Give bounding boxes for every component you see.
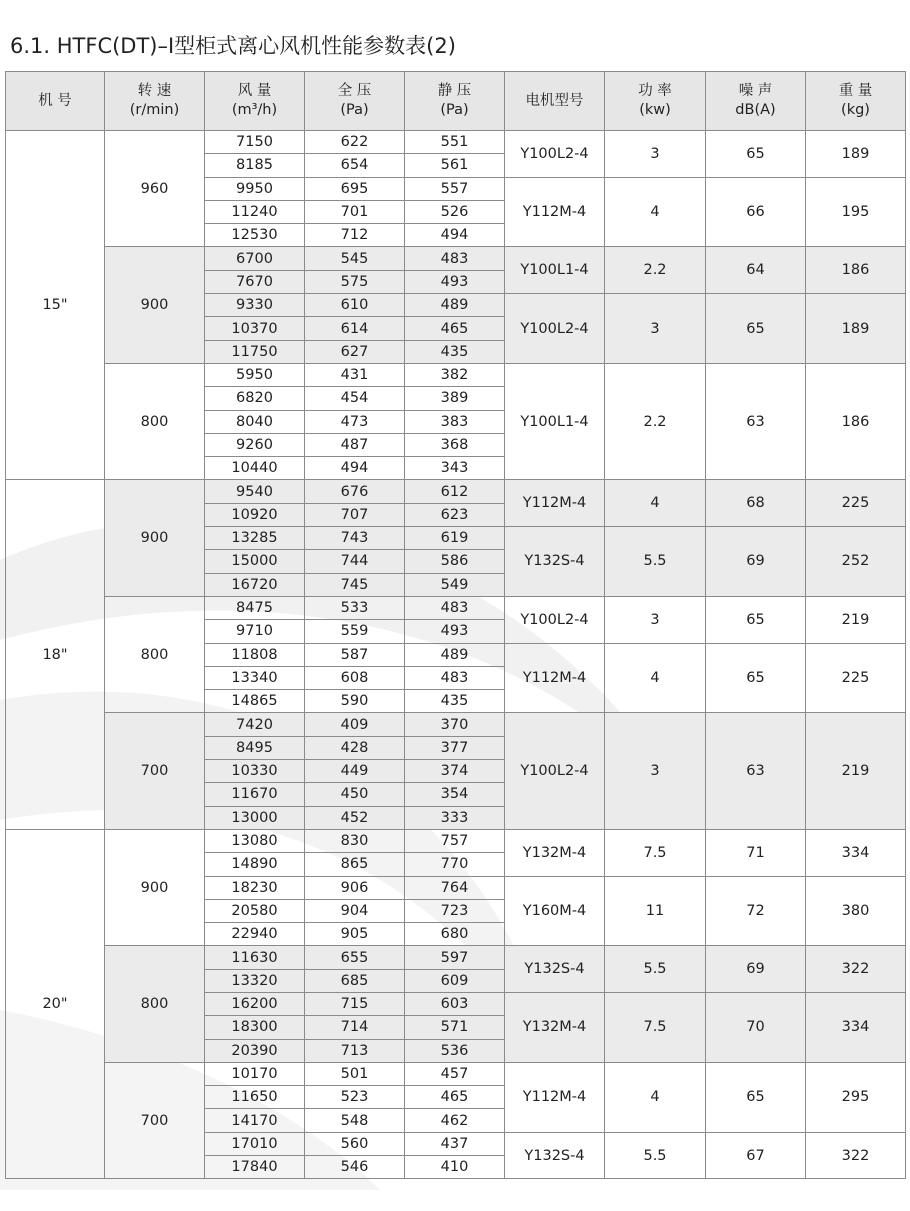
- table-row: [6, 596, 906, 619]
- total-pressure-cell: 745: [305, 573, 405, 596]
- noise-cell: 64: [706, 247, 806, 294]
- airflow-cell: 7420: [205, 713, 305, 736]
- noise-cell: 65: [706, 596, 806, 643]
- static-pressure-cell: 370: [405, 713, 505, 736]
- static-pressure-cell: 483: [405, 666, 505, 689]
- static-pressure-cell: 489: [405, 294, 505, 317]
- total-pressure-cell: 712: [305, 224, 405, 247]
- motor-cell: Y112M-4: [505, 480, 605, 527]
- speed-cell: 800: [105, 596, 205, 712]
- airflow-cell: 13340: [205, 666, 305, 689]
- static-pressure-cell: 383: [405, 410, 505, 433]
- airflow-cell: 11808: [205, 643, 305, 666]
- airflow-cell: 7670: [205, 270, 305, 293]
- total-pressure-cell: 905: [305, 923, 405, 946]
- power-cell: 2.2: [605, 247, 706, 294]
- static-pressure-cell: 435: [405, 690, 505, 713]
- speed-cell: 700: [105, 713, 205, 829]
- total-pressure-cell: 655: [305, 946, 405, 969]
- total-pressure-cell: 676: [305, 480, 405, 503]
- motor-cell: Y100L1-4: [505, 247, 605, 294]
- total-pressure-cell: 906: [305, 876, 405, 899]
- motor-cell: Y132S-4: [505, 1132, 605, 1179]
- total-pressure-cell: 494: [305, 457, 405, 480]
- total-pressure-cell: 830: [305, 829, 405, 852]
- speed-cell: 960: [105, 131, 205, 247]
- static-pressure-cell: 462: [405, 1109, 505, 1132]
- static-pressure-cell: 536: [405, 1039, 505, 1062]
- speed-cell: 800: [105, 363, 205, 479]
- page-title: 6.1. HTFC(DT)–Ⅰ型柜式离心风机性能参数表(2): [10, 34, 456, 58]
- total-pressure-cell: 610: [305, 294, 405, 317]
- noise-cell: 65: [706, 294, 806, 364]
- power-cell: 7.5: [605, 829, 706, 876]
- noise-cell: 66: [706, 177, 806, 247]
- speed-cell: 800: [105, 946, 205, 1062]
- power-cell: 4: [605, 480, 706, 527]
- static-pressure-cell: 368: [405, 433, 505, 456]
- airflow-cell: 10170: [205, 1062, 305, 1085]
- airflow-cell: 6820: [205, 387, 305, 410]
- noise-cell: 63: [706, 713, 806, 829]
- motor-cell: Y100L1-4: [505, 363, 605, 479]
- power-cell: 5.5: [605, 946, 706, 993]
- speed-cell: 900: [105, 247, 205, 363]
- speed-cell: 900: [105, 829, 205, 945]
- airflow-cell: 7150: [205, 131, 305, 154]
- static-pressure-cell: 586: [405, 550, 505, 573]
- static-pressure-cell: 623: [405, 503, 505, 526]
- static-pressure-cell: 483: [405, 247, 505, 270]
- noise-cell: 70: [706, 992, 806, 1062]
- weight-cell: 252: [806, 527, 906, 597]
- total-pressure-cell: 715: [305, 992, 405, 1015]
- total-pressure-cell: 501: [305, 1062, 405, 1085]
- airflow-cell: 16200: [205, 992, 305, 1015]
- static-pressure-cell: 343: [405, 457, 505, 480]
- noise-cell: 65: [706, 131, 806, 178]
- airflow-cell: 17840: [205, 1156, 305, 1179]
- airflow-cell: 8495: [205, 736, 305, 759]
- weight-cell: 380: [806, 876, 906, 946]
- airflow-cell: 9540: [205, 480, 305, 503]
- airflow-cell: 10370: [205, 317, 305, 340]
- total-pressure-cell: 587: [305, 643, 405, 666]
- total-pressure-cell: 450: [305, 783, 405, 806]
- airflow-cell: 5950: [205, 363, 305, 386]
- weight-cell: 322: [806, 946, 906, 993]
- total-pressure-cell: 714: [305, 1016, 405, 1039]
- total-pressure-cell: 744: [305, 550, 405, 573]
- total-pressure-cell: 533: [305, 596, 405, 619]
- noise-cell: 72: [706, 876, 806, 946]
- total-pressure-cell: 685: [305, 969, 405, 992]
- total-pressure-cell: 695: [305, 177, 405, 200]
- header-weight: 重 量 (kg): [806, 72, 906, 131]
- airflow-cell: 8040: [205, 410, 305, 433]
- table-row: [6, 247, 906, 270]
- static-pressure-cell: 549: [405, 573, 505, 596]
- weight-cell: 295: [806, 1062, 906, 1132]
- header-speed: 转 速 (r/min): [105, 72, 205, 131]
- airflow-cell: 13000: [205, 806, 305, 829]
- motor-cell: Y112M-4: [505, 177, 605, 247]
- motor-cell: Y132M-4: [505, 992, 605, 1062]
- total-pressure-cell: 608: [305, 666, 405, 689]
- motor-cell: Y132S-4: [505, 946, 605, 993]
- total-pressure-cell: 523: [305, 1086, 405, 1109]
- power-cell: 2.2: [605, 363, 706, 479]
- noise-cell: 69: [706, 946, 806, 993]
- weight-cell: 186: [806, 247, 906, 294]
- airflow-cell: 9950: [205, 177, 305, 200]
- header-total-pressure: 全 压 (Pa): [305, 72, 405, 131]
- motor-cell: Y100L2-4: [505, 131, 605, 178]
- total-pressure-cell: 431: [305, 363, 405, 386]
- header-airflow: 风 量 (m³/h): [205, 72, 305, 131]
- speed-cell: 900: [105, 480, 205, 596]
- static-pressure-cell: 597: [405, 946, 505, 969]
- airflow-cell: 14890: [205, 853, 305, 876]
- total-pressure-cell: 449: [305, 760, 405, 783]
- total-pressure-cell: 622: [305, 131, 405, 154]
- noise-cell: 67: [706, 1132, 806, 1179]
- power-cell: 3: [605, 596, 706, 643]
- airflow-cell: 14865: [205, 690, 305, 713]
- total-pressure-cell: 545: [305, 247, 405, 270]
- total-pressure-cell: 904: [305, 899, 405, 922]
- airflow-cell: 11240: [205, 200, 305, 223]
- power-cell: 5.5: [605, 527, 706, 597]
- motor-cell: Y100L2-4: [505, 294, 605, 364]
- airflow-cell: 13320: [205, 969, 305, 992]
- airflow-cell: 8185: [205, 154, 305, 177]
- total-pressure-cell: 487: [305, 433, 405, 456]
- weight-cell: 334: [806, 829, 906, 876]
- total-pressure-cell: 559: [305, 620, 405, 643]
- total-pressure-cell: 614: [305, 317, 405, 340]
- airflow-cell: 10920: [205, 503, 305, 526]
- power-cell: 4: [605, 177, 706, 247]
- static-pressure-cell: 764: [405, 876, 505, 899]
- total-pressure-cell: 701: [305, 200, 405, 223]
- airflow-cell: 8475: [205, 596, 305, 619]
- motor-cell: Y132S-4: [505, 527, 605, 597]
- airflow-cell: 22940: [205, 923, 305, 946]
- noise-cell: 65: [706, 1062, 806, 1132]
- airflow-cell: 16720: [205, 573, 305, 596]
- airflow-cell: 9710: [205, 620, 305, 643]
- power-cell: 4: [605, 1062, 706, 1132]
- weight-cell: 195: [806, 177, 906, 247]
- total-pressure-cell: 548: [305, 1109, 405, 1132]
- motor-cell: Y100L2-4: [505, 713, 605, 829]
- airflow-cell: 13080: [205, 829, 305, 852]
- static-pressure-cell: 389: [405, 387, 505, 410]
- power-cell: 3: [605, 131, 706, 178]
- motor-cell: Y100L2-4: [505, 596, 605, 643]
- header-motor: 电机型号: [505, 72, 605, 131]
- total-pressure-cell: 409: [305, 713, 405, 736]
- total-pressure-cell: 865: [305, 853, 405, 876]
- header-noise: 噪 声 dB(A): [706, 72, 806, 131]
- header-power: 功 率 (kw): [605, 72, 706, 131]
- noise-cell: 71: [706, 829, 806, 876]
- airflow-cell: 11630: [205, 946, 305, 969]
- noise-cell: 68: [706, 480, 806, 527]
- airflow-cell: 17010: [205, 1132, 305, 1155]
- weight-cell: 189: [806, 294, 906, 364]
- motor-cell: Y132M-4: [505, 829, 605, 876]
- total-pressure-cell: 743: [305, 527, 405, 550]
- airflow-cell: 9260: [205, 433, 305, 456]
- static-pressure-cell: 437: [405, 1132, 505, 1155]
- motor-cell: Y112M-4: [505, 643, 605, 713]
- static-pressure-cell: 609: [405, 969, 505, 992]
- static-pressure-cell: 489: [405, 643, 505, 666]
- noise-cell: 63: [706, 363, 806, 479]
- total-pressure-cell: 590: [305, 690, 405, 713]
- airflow-cell: 13285: [205, 527, 305, 550]
- total-pressure-cell: 452: [305, 806, 405, 829]
- airflow-cell: 20580: [205, 899, 305, 922]
- static-pressure-cell: 571: [405, 1016, 505, 1039]
- noise-cell: 65: [706, 643, 806, 713]
- static-pressure-cell: 526: [405, 200, 505, 223]
- total-pressure-cell: 707: [305, 503, 405, 526]
- total-pressure-cell: 575: [305, 270, 405, 293]
- static-pressure-cell: 603: [405, 992, 505, 1015]
- static-pressure-cell: 435: [405, 340, 505, 363]
- table-row: [6, 946, 906, 969]
- static-pressure-cell: 410: [405, 1156, 505, 1179]
- speed-cell: 700: [105, 1062, 205, 1178]
- airflow-cell: 14170: [205, 1109, 305, 1132]
- airflow-cell: 18230: [205, 876, 305, 899]
- static-pressure-cell: 493: [405, 270, 505, 293]
- static-pressure-cell: 354: [405, 783, 505, 806]
- weight-cell: 322: [806, 1132, 906, 1179]
- power-cell: 3: [605, 294, 706, 364]
- total-pressure-cell: 473: [305, 410, 405, 433]
- weight-cell: 189: [806, 131, 906, 178]
- static-pressure-cell: 612: [405, 480, 505, 503]
- static-pressure-cell: 465: [405, 1086, 505, 1109]
- total-pressure-cell: 654: [305, 154, 405, 177]
- airflow-cell: 10440: [205, 457, 305, 480]
- weight-cell: 186: [806, 363, 906, 479]
- power-cell: 3: [605, 713, 706, 829]
- performance-table: [5, 71, 906, 1179]
- total-pressure-cell: 627: [305, 340, 405, 363]
- noise-cell: 69: [706, 527, 806, 597]
- static-pressure-cell: 377: [405, 736, 505, 759]
- weight-cell: 225: [806, 480, 906, 527]
- airflow-cell: 11670: [205, 783, 305, 806]
- static-pressure-cell: 757: [405, 829, 505, 852]
- static-pressure-cell: 557: [405, 177, 505, 200]
- table-row: [6, 829, 906, 852]
- airflow-cell: 20390: [205, 1039, 305, 1062]
- airflow-cell: 12530: [205, 224, 305, 247]
- weight-cell: 219: [806, 713, 906, 829]
- table-row: [6, 713, 906, 736]
- static-pressure-cell: 483: [405, 596, 505, 619]
- airflow-cell: 11650: [205, 1086, 305, 1109]
- static-pressure-cell: 493: [405, 620, 505, 643]
- airflow-cell: 6700: [205, 247, 305, 270]
- static-pressure-cell: 374: [405, 760, 505, 783]
- static-pressure-cell: 465: [405, 317, 505, 340]
- weight-cell: 225: [806, 643, 906, 713]
- total-pressure-cell: 560: [305, 1132, 405, 1155]
- table-row: [6, 1062, 906, 1085]
- model-cell: 15": [6, 131, 105, 480]
- model-cell: 18": [6, 480, 105, 829]
- airflow-cell: 10330: [205, 760, 305, 783]
- total-pressure-cell: 713: [305, 1039, 405, 1062]
- airflow-cell: 15000: [205, 550, 305, 573]
- power-cell: 4: [605, 643, 706, 713]
- airflow-cell: 9330: [205, 294, 305, 317]
- static-pressure-cell: 619: [405, 527, 505, 550]
- power-cell: 5.5: [605, 1132, 706, 1179]
- static-pressure-cell: 333: [405, 806, 505, 829]
- table-row: [6, 480, 906, 503]
- motor-cell: Y160M-4: [505, 876, 605, 946]
- weight-cell: 219: [806, 596, 906, 643]
- total-pressure-cell: 428: [305, 736, 405, 759]
- static-pressure-cell: 551: [405, 131, 505, 154]
- header-static-pressure: 静 压 (Pa): [405, 72, 505, 131]
- static-pressure-cell: 382: [405, 363, 505, 386]
- header-model: 机 号: [6, 72, 105, 131]
- static-pressure-cell: 770: [405, 853, 505, 876]
- weight-cell: 334: [806, 992, 906, 1062]
- total-pressure-cell: 454: [305, 387, 405, 410]
- table-row: [6, 363, 906, 386]
- airflow-cell: 18300: [205, 1016, 305, 1039]
- total-pressure-cell: 546: [305, 1156, 405, 1179]
- static-pressure-cell: 457: [405, 1062, 505, 1085]
- airflow-cell: 11750: [205, 340, 305, 363]
- power-cell: 7.5: [605, 992, 706, 1062]
- table-row: [6, 131, 906, 154]
- power-cell: 11: [605, 876, 706, 946]
- static-pressure-cell: 723: [405, 899, 505, 922]
- static-pressure-cell: 561: [405, 154, 505, 177]
- table-header-row: [6, 72, 906, 131]
- static-pressure-cell: 680: [405, 923, 505, 946]
- static-pressure-cell: 494: [405, 224, 505, 247]
- motor-cell: Y112M-4: [505, 1062, 605, 1132]
- model-cell: 20": [6, 829, 105, 1178]
